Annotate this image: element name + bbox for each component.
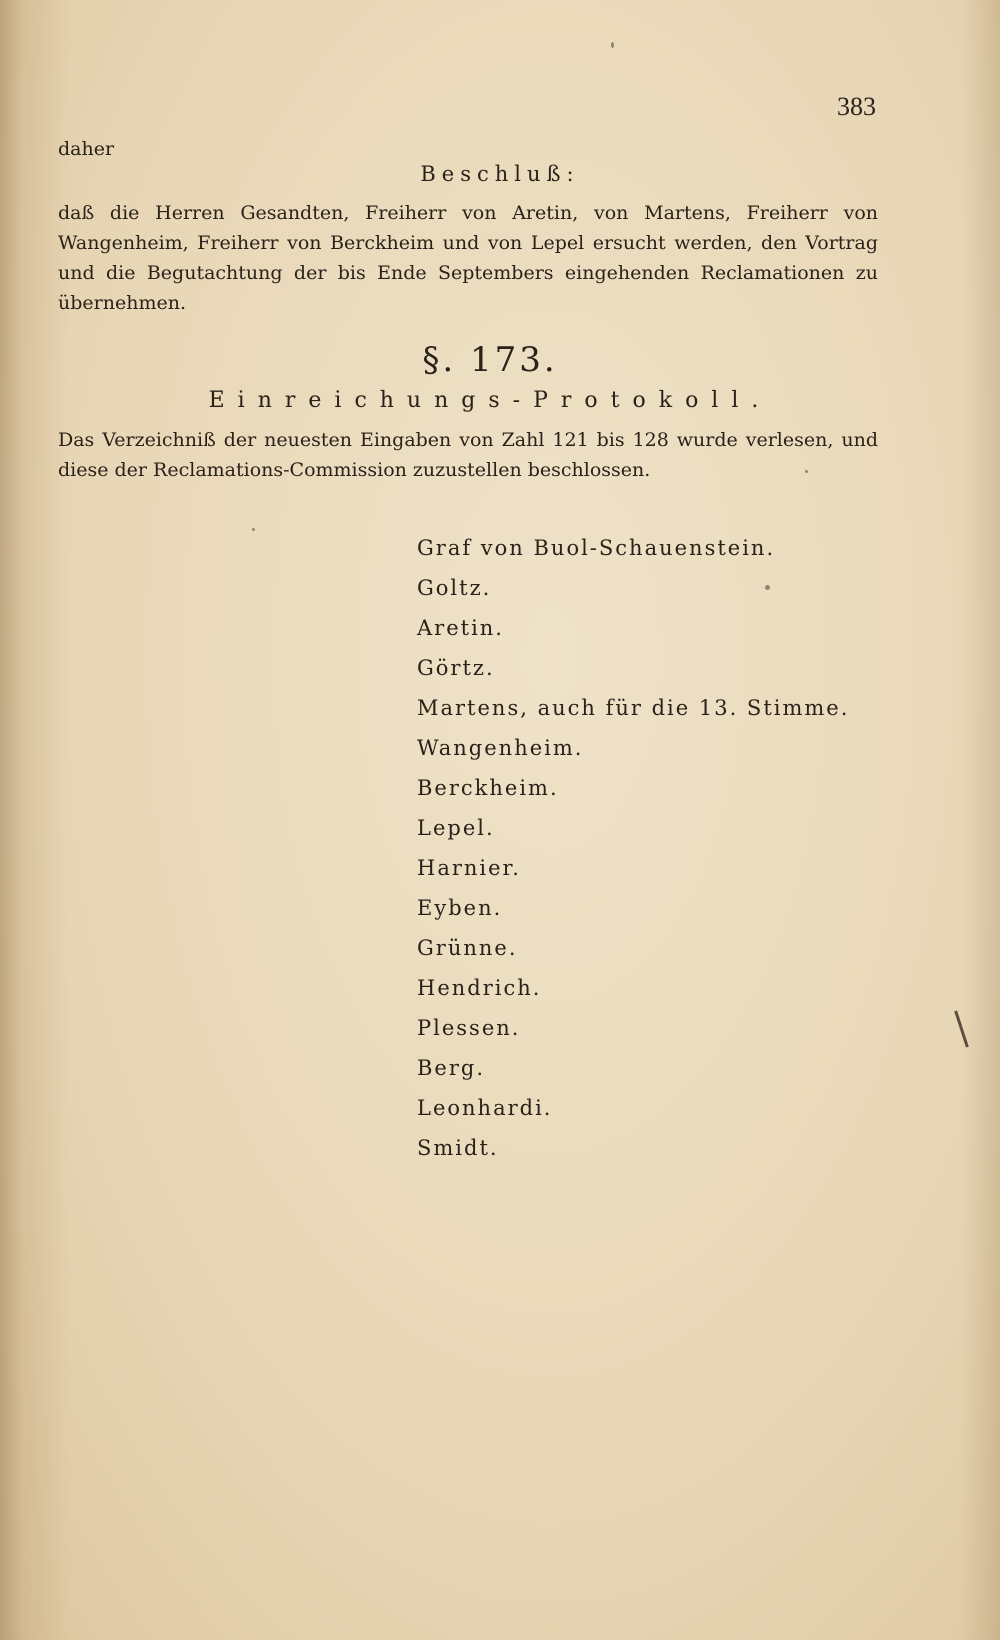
- signatory-goertz: Görtz.: [417, 656, 495, 680]
- section-paragraph: Das Verzeichniß der neuesten Eingaben von Zahl 121 bis 128 wurde verlesen, und diese der Reclamations-Commission zuzustellen beschlossen.: [58, 429, 878, 481]
- ink-speck: [611, 42, 614, 48]
- ink-speck: [805, 470, 808, 473]
- ink-speck: [252, 528, 255, 531]
- section-title: Einreichungs-Protokoll.: [208, 388, 772, 413]
- margin-pen-stroke: [954, 1010, 969, 1047]
- signatory-list: [417, 528, 849, 1168]
- signatory-wangenheim: Wangenheim.: [417, 736, 584, 760]
- signatory-berckheim: Berckheim.: [417, 776, 559, 800]
- signatory-leonhardi: Leonhardi.: [417, 1096, 553, 1120]
- signatory-gruenne: Grünne.: [417, 936, 518, 960]
- signatory-hendrich: Hendrich.: [417, 976, 542, 1000]
- opening-word: daher: [58, 138, 115, 160]
- signatory-aretin: Aretin.: [417, 616, 504, 640]
- signatory-goltz: Goltz.: [417, 576, 492, 600]
- section-number: §. 173.: [422, 340, 558, 380]
- signatory-smidt: Smidt.: [417, 1136, 499, 1160]
- page-number: 383: [837, 92, 876, 121]
- signatory-berg: Berg.: [417, 1056, 486, 1080]
- signatory-buol-schauenstein: Graf von Buol-Schauenstein.: [417, 536, 776, 560]
- ink-speck: [765, 585, 770, 590]
- signatory-eyben: Eyben.: [417, 896, 503, 920]
- resolution-paragraph: daß die Herren Gesandten, Freiherr von Aretin, von Martens, Freiherr von Wangenheim, Freiherr von Berckheim und von Lepel ersucht werden, den Vortrag und die Begutachtung der bis Ende Septembers eingehenden Reclamationen zu übernehmen.: [58, 202, 878, 314]
- signatory-lepel: Lepel.: [417, 816, 495, 840]
- resolution-heading: Beschluß:: [420, 162, 580, 186]
- signatory-martens: Martens, auch für die 13. Stimme.: [417, 696, 850, 720]
- signatory-plessen: Plessen.: [417, 1016, 521, 1040]
- signatory-harnier: Harnier.: [417, 856, 521, 880]
